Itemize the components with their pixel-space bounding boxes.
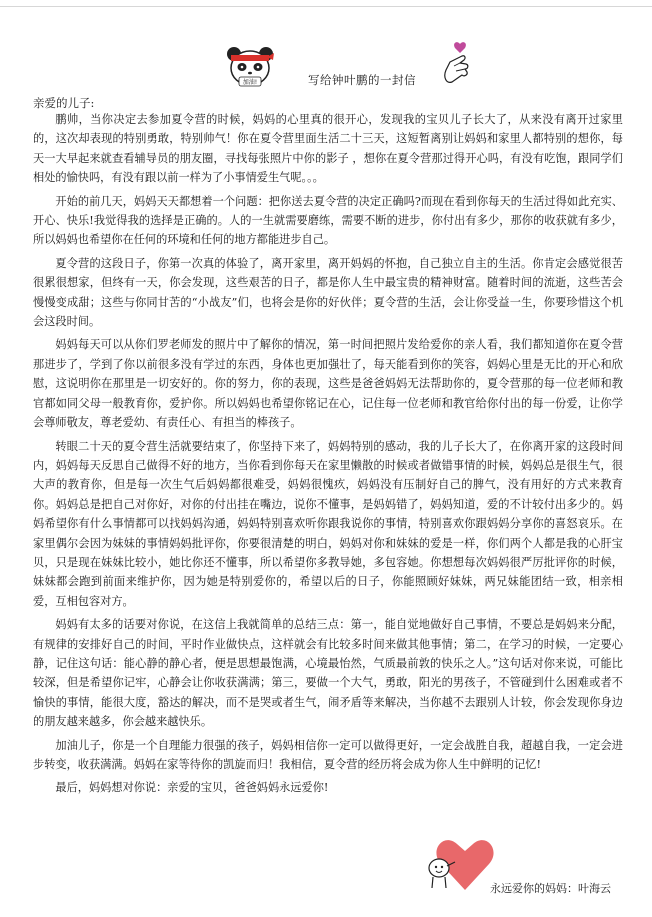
letter-title: 写给钟叶鹏的一封信	[308, 73, 416, 87]
paragraph: 开始的前几天，妈妈天天都想着一个问题：把你送去夏令营的决定正确吗?而现在看到你每天的生活过得如此充实、开心、快乐!我觉得我的选择是正确的。人的一生就需要磨练，需要不断的进步，你付出有多少，那你的收获就有多少，所以妈妈也希望你在任何的环境和任何的地方都能进步自己。	[33, 194, 623, 247]
paragraph: 加油儿子，你是一个自理能力很强的孩子，妈妈相信你一定可以做得更好，一定会战胜自我，超越自我，一定会进步转变，收获满满。妈妈在家等待你的凯旋而归！我相信，夏令营的经历将会成为你人生中鲜明的记忆!	[33, 738, 623, 771]
paragraph: 妈妈每天可以从你们罗老师发的照片中了解你的情况，第一时间把照片发给爱你的亲人看，我们都知道你在夏令营那进步了，学到了你以前很多没有学过的东西，身体也更加强壮了，每天能看到你的笑容，妈妈心里是无比的开心和欣慰，这说明你在那里是一切安好的。你的努力，你的表现，这些是爸爸妈妈无法帮助你的，夏令营那的每一位老师和教官都如同父母一般教育你，爱护你。所以妈妈也希望你铭记在心，记住每一位老师和教官给你付出的每一份爱，让你学会尊师敬友，尊老爱幼、有责任心、有担当的棒孩子。	[33, 338, 623, 430]
finger-heart-icon	[440, 40, 474, 84]
signature: 永远爱你的妈妈：叶海云	[490, 882, 611, 895]
panda-badge-text: 加油!	[242, 79, 258, 86]
heart-hug-icon	[425, 830, 495, 894]
letter-body	[33, 110, 623, 802]
paragraph: 最后，妈妈想对你说：亲爱的宝贝，爸爸妈妈永远爱你!	[55, 781, 329, 795]
paragraph: 妈妈有太多的话要对你说，在这信上我就简单的总结三点：第一，能自觉地做好自己事情，不要总是妈妈来分配，有规律的安排好自己的时间，平时作业做快点，这样就会有比较多时间来做其他事情；第二，在学习的时候，一定要心静，记住这句话：能心静的静心者，便是思想最饱满，心境最怡然，气质最前敦的快乐之人。”这句话对你来说，可能比较深，但是希望你记牢，心静会让你收获满满；第三，要做一个大气，勇敢，阳光的男孩子，不管碰到什么困难或者不愉快的事情，能很大度，豁达的解决，而不是哭或者生气，闹矛盾等来解决，当你越不去跟别人计较，你会发现你身边的朋友越来越多，你会越来越快乐。	[33, 618, 623, 729]
top-divider	[0, 6, 652, 7]
paragraph: 转眼二十天的夏令营生活就要结束了，你坚持下来了，妈妈特别的感动，我的儿子长大了，在你离开家的这段时间内，妈妈每天反思自己做得不好的地方，当你看到你每天在家里懒散的时候或者做错事情的时候，妈妈总是很生气，很大声的教育你，但是每一次生气后妈妈都很难受，妈妈很愧疚，妈妈没有压制好自己的脾气，没有用好的方式来教育你。妈妈总是把自己对你好，对你的付出挂在嘴边，说你不懂事，是妈妈错了，妈妈知道，爱的不计较付出多少的。妈妈希望你有什么事情都可以找妈妈沟通，妈妈特别喜欢听你跟我说你的事情，特别喜欢你跟妈妈分享你的喜怒哀乐。在家里偶尔会因为妹妹的事情妈妈批评你，你要很清楚的明白，妈妈对你和妹妹的爱是一样，你们两个人都是我的心肝宝贝，只是现在妹妹比较小，她比你还不懂事，所以希望你多教导她，多包容她。你想想每次妈妈很严厉批评你的时候，妹妹都会跑到前面来维护你，因为她是特别爱你的，希望以后的日子，你能照顾好妹妹，两兄妹能团结一致，相亲相爱，互相包容对方。	[33, 439, 623, 608]
paragraph: 鹏帅，当你决定去参加夏令营的时候，妈妈的心里真的很开心，发现我的宝贝儿子长大了，从来没有离开过家里的，这次却表现的特别勇敢，特别帅气！你在夏令营里面生活二十三天，这短暂离别让妈妈和家里人都特别的想你，每天一大早起来就查看辅导员的朋友圈，寻找每张照片中你的影子 ，想你在夏令营那过得开心吗，有没有吃饱，跟同学们相处的愉快吗，有没有跟以前一样为了小事情爱生气呢。。。	[33, 113, 623, 185]
panda-headband-icon	[225, 44, 275, 88]
paragraph: 夏令营的这段日子，你第一次真的体验了，离开家里，离开妈妈的怀抱，自己独立自主的生活。你肯定会感觉很苦很累很想家，但终有一天，你会发现，这些艰苦的日子，都是你人生中最宝贵的精神财富。随着时间的流逝，这些苦会慢慢变成甜；这些与你同甘苦的“小战友”们，也将会是你的好伙伴；夏令营的生活，会让你受益一生，你要珍惜这个机会这段时间。	[33, 256, 623, 329]
greeting: 亲爱的儿子:	[33, 96, 95, 110]
